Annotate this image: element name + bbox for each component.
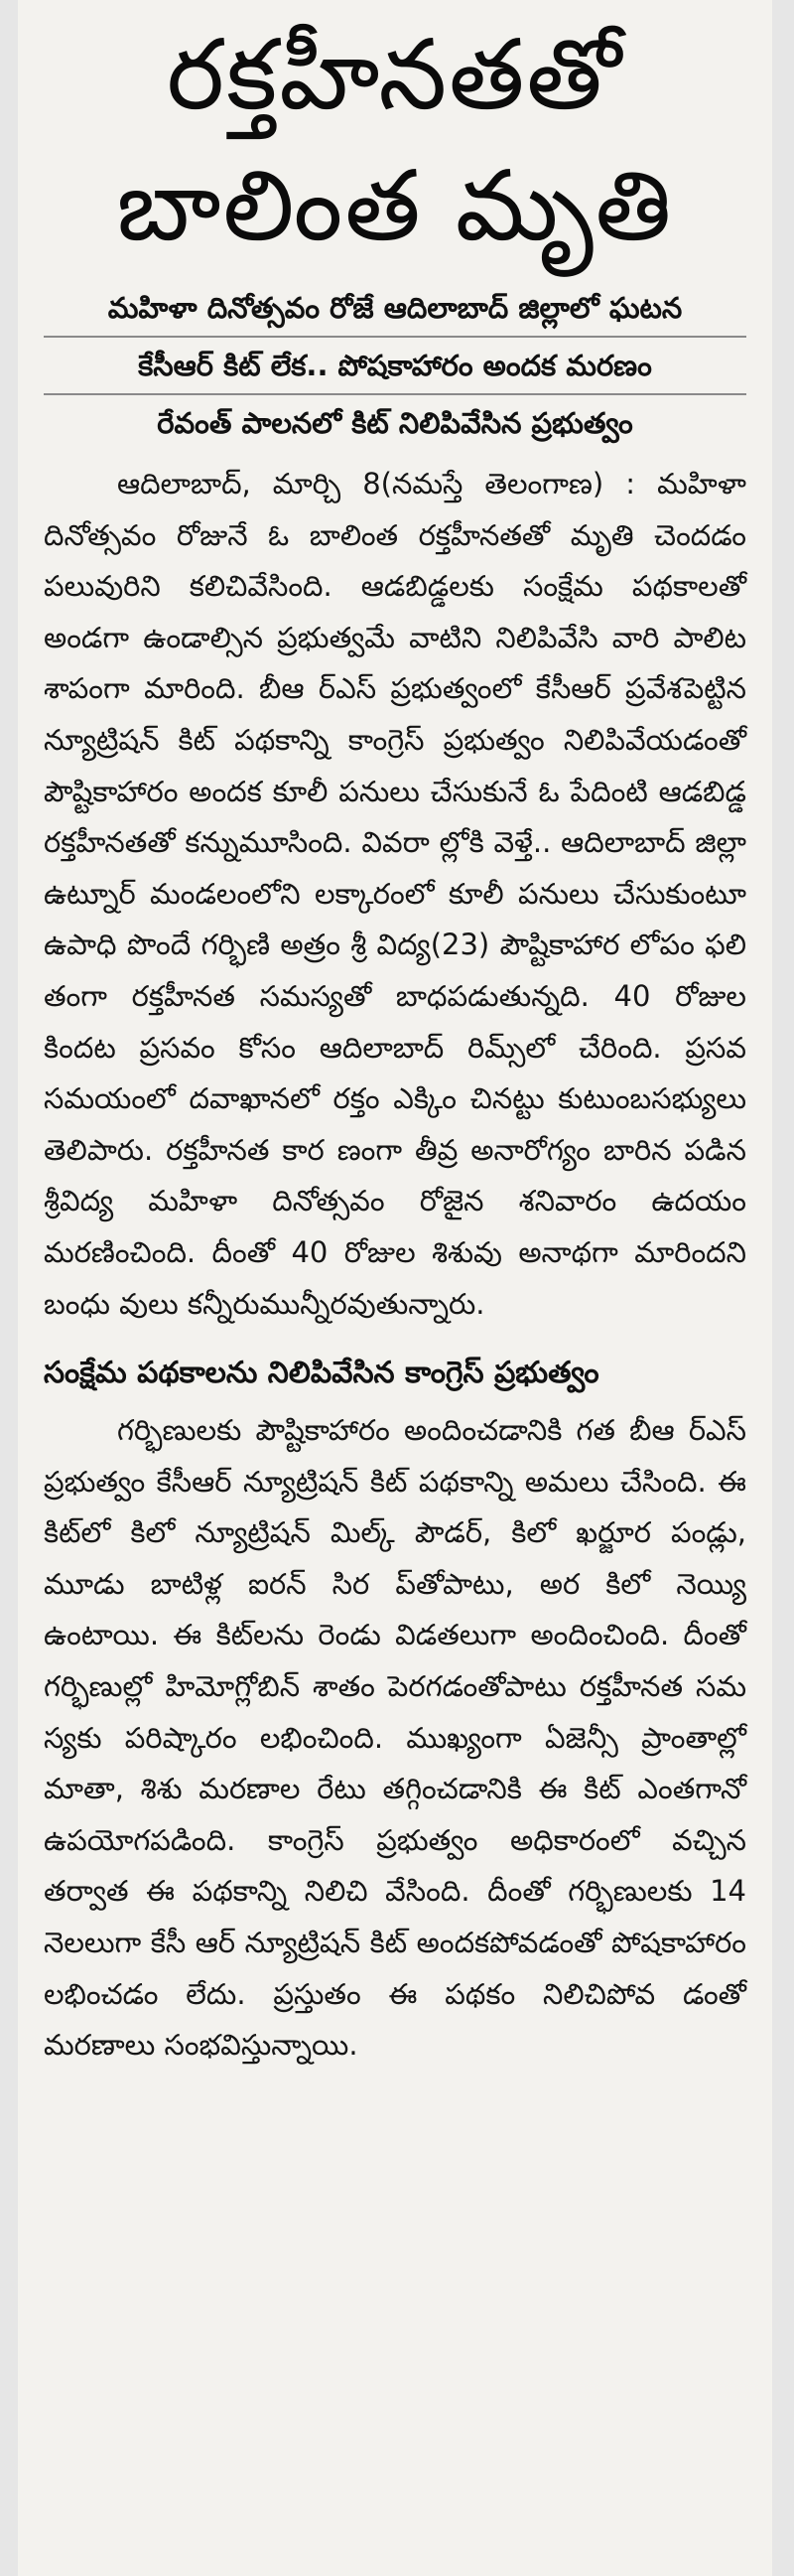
divider-rule [44, 336, 746, 338]
kicker-revanth-government: రేవంత్ పాలనలో కిట్ నిలిపివేసిన ప్రభుత్వం [157, 406, 633, 440]
article-paragraph-2: గర్భిణులకు పౌష్టికాహారం అందించడానికి గత బీఆ ర్ఎస్ ప్రభుత్వం కేసీఆర్ న్యూట్రిషన్ కిట్ పథకాన్ని అమలు చేసింది. ఈ కిట్‌లో కిలో న్యూట్రిషన్ మిల్క్ పౌడర్, కిలో ఖర్జూర పండ్లు, మూడు బాటిళ్ల ఐరన్ సిర ప్‌తోపాటు, అర కిలో నెయ్యి ఉంటాయి. ఈ కిట్‌లను రెండు విడతలుగా అందించింది. దీంతో గర్భిణుల్లో హిమోగ్లోబిన్ శాతం పెరగడంతోపాటు రక్తహీనత సమ స్యకు పరిష్కారం లభించింది. ముఖ్యంగా ఏజెన్సీ ప్రాంతాల్లో మాతా, శిశు మరణాల రేటు తగ్గించడానికి ఈ కిట్ ఎంతగానో ఉపయోగపడింది. కాంగ్రెస్ ప్రభుత్వం అధికారంలో వచ్చిన తర్వాత ఈ పథకాన్ని నిలిచి వేసింది. దీంతో గర్భిణులకు 14 నెలలుగా కేసీ ఆర్ న్యూట్రిషన్ కిట్ అందకపోవడంతో పోషకాహారం లభించడం లేదు. ప్రస్తుతం ఈ పథకం నిలిచిపోవ డంతో మరణాలు సంభవిస్తున్నాయి. [44, 1413, 746, 2063]
article-paragraph-1: ఆదిలాబాద్, మార్చి 8(నమస్తే తెలంగాణ) : మహిళా దినోత్సవం రోజునే ఓ బాలింత రక్తహీనతతో మృతి చెందడం పలువురిని కలిచివేసింది. ఆడబిడ్డలకు సంక్షేమ పథకాలతో అండగా ఉండాల్సిన ప్రభుత్వమే వాటిని నిలిపివేసి వారి పాలిట శాపంగా మారింది. బీఆ ర్ఎస్ ప్రభుత్వంలో కేసీఆర్ ప్రవేశపెట్టిన న్యూట్రిషన్ కిట్ పథకాన్ని కాంగ్రెస్ ప్రభుత్వం నిలిపివేయడంతో పౌష్టికాహారం అందక కూలీ పనులు చేసుకునే ఓ పేదింటి ఆడబిడ్డ రక్తహీనతతో కన్నుమూసింది. వివరా ల్లోకి వెళ్తే.. ఆదిలాబాద్ జిల్లా ఉట్నూర్ మండలంలోని లక్కారంలో కూలీ పనులు చేసుకుంటూ ఉపాధి పొందే గర్భిణి అత్రం శ్రీ విద్య(23) పౌష్టికాహార లోపం ఫలి తంగా రక్తహీనత సమస్యతో బాధపడుతున్నది. 40 రోజుల కిందట ప్రసవం కోసం ఆదిలాబాద్ రిమ్స్‌లో చేరింది. ప్రసవ సమయంలో దవాఖానలో రక్తం ఎక్కిం చినట్టు కుటుంబసభ్యులు తెలిపారు. రక్తహీనత కార ణంగా తీవ్ర అనారోగ్యం బారిన పడిన శ్రీవిద్య మహిళా దినోత్సవం రోజైన శనివారం ఉదయం మరణించింది. దీంతో 40 రోజుల శిశువు అనాథగా మారిందని బంధు వులు కన్నీరుమున్నీరవుతున్నారు. [44, 467, 746, 1321]
headline-line-1: రక్తహీనతతో [166, 19, 624, 132]
kicker-women-day-incident: మహిళా దినోత్సవం రోజే ఆదిలాబాద్ జిల్లాలో ఘటన [107, 291, 683, 325]
article-body-section-1 [44, 459, 746, 1330]
page-right-margin [772, 0, 794, 2576]
divider-rule [44, 393, 746, 395]
headline-block [18, 0, 772, 272]
article-body-section-2 [44, 1405, 746, 2072]
page-left-margin [0, 0, 18, 2576]
newspaper-clipping [18, 0, 772, 2576]
kicker-kcr-kit-death: కేసీఆర్ కిట్ లేక.. పోషకాహారం అందక మరణం [138, 349, 652, 382]
section-subheading: సంక్షేమ పథకాలను నిలిపివేసిన కాంగ్రెస్ ప్రభుత్వం [44, 1356, 599, 1391]
headline-line-2: బాలింత మృతి [116, 150, 674, 263]
